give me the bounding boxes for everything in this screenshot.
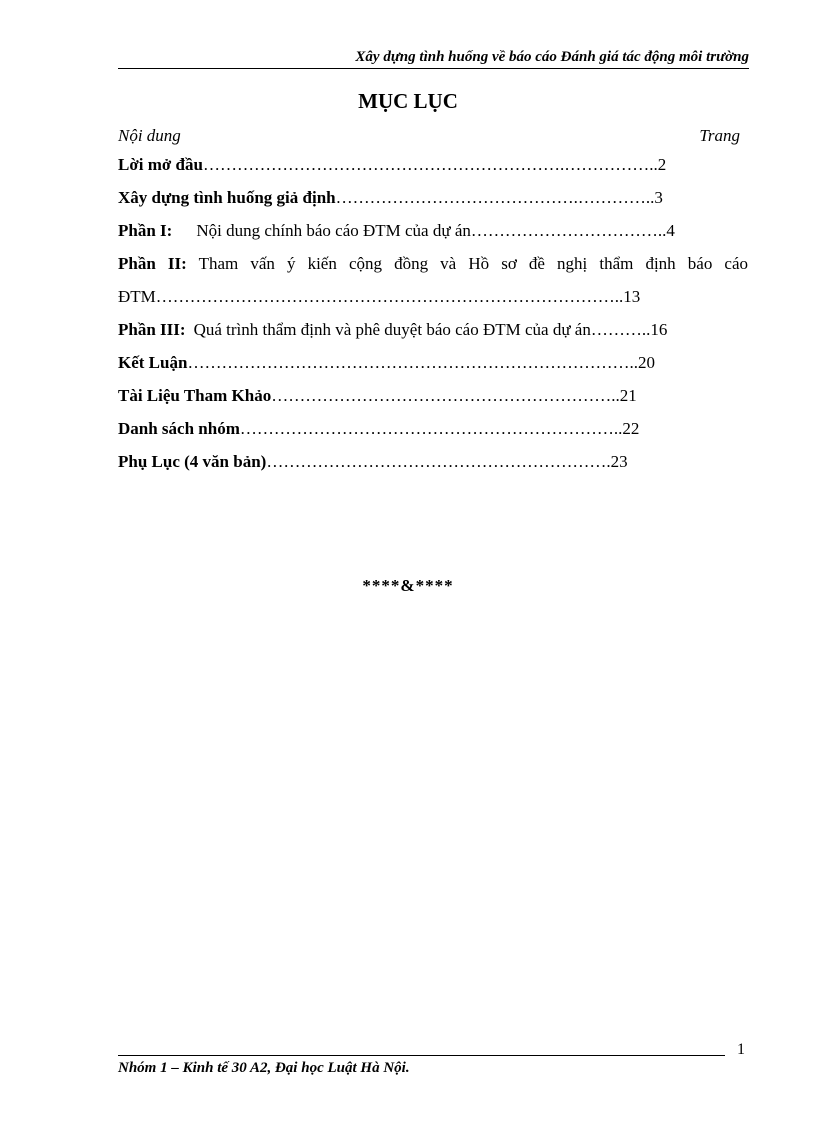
- running-header: Xây dựng tình huống về báo cáo Đánh giá tác động môi trường: [355, 49, 749, 65]
- toc-entry-title: Tài Liệu Tham Khảo: [118, 386, 272, 405]
- toc-entry-leader: ……………………………………………………….……………..2: [202, 155, 667, 174]
- column-heading-page: Trang: [699, 126, 740, 145]
- toc-entry-title: Lời mở đầu: [118, 155, 203, 174]
- toc-entry-title: Phần III:: [118, 320, 186, 339]
- toc-entry[interactable]: [118, 353, 655, 373]
- toc-entry-title: Danh sách nhóm: [118, 419, 240, 438]
- section-separator: ****&****: [362, 576, 454, 595]
- toc-entry[interactable]: [118, 419, 639, 439]
- toc-entry[interactable]: [118, 386, 637, 406]
- toc-entry-title: Xây dựng tình huống giả định: [118, 188, 336, 207]
- page-title: MỤC LỤC: [358, 89, 458, 113]
- toc-entry[interactable]: [118, 188, 663, 208]
- toc-entry-leader: …………………………………………………….23: [266, 452, 628, 471]
- running-footer: Nhóm 1 – Kinh tế 30 A2, Đại học Luật Hà Nội.: [118, 1060, 410, 1076]
- toc-entry-leader: ……………………………………………………..21: [271, 386, 637, 405]
- toc-entry-leader: Nội dung chính báo cáo ĐTM của dự án……………………………..4: [196, 221, 675, 240]
- toc-entry[interactable]: [118, 452, 628, 472]
- toc-entry[interactable]: [118, 320, 667, 340]
- header-rule: [118, 68, 749, 69]
- toc-entry-title: Phần II:: [118, 254, 187, 273]
- toc-entry-leader: …………………………………….…………..3: [335, 188, 663, 207]
- toc-entry-leader: …………………………………………………………..22: [239, 419, 640, 438]
- page-number: 1: [737, 1041, 745, 1058]
- toc-entry[interactable]: [118, 221, 675, 241]
- toc-entry-leader: Tham vấn ý kiến cộng đồng và Hồ sơ đề nghị thẩm định báo cáo: [198, 254, 749, 273]
- toc-entry[interactable]: [118, 254, 748, 274]
- footer-rule: [118, 1055, 725, 1056]
- toc-entry-leader: Quá trình thẩm định và phê duyệt báo cáo ĐTM của dự án………..16: [193, 320, 668, 339]
- toc-entry-title: Phụ Lục (4 văn bản): [118, 452, 267, 471]
- toc-entry-title: Kết Luận: [118, 353, 188, 372]
- toc-entry-continuation[interactable]: [118, 287, 640, 307]
- toc-entry-leader: ĐTM………………………………………………………………………..13: [118, 287, 641, 306]
- toc-entry-title: Phần I:: [118, 221, 173, 240]
- toc-entry[interactable]: [118, 155, 666, 175]
- toc-entry-leader: ……………………………………………………………………..20: [187, 353, 655, 372]
- column-heading-content: Nội dung: [118, 126, 181, 145]
